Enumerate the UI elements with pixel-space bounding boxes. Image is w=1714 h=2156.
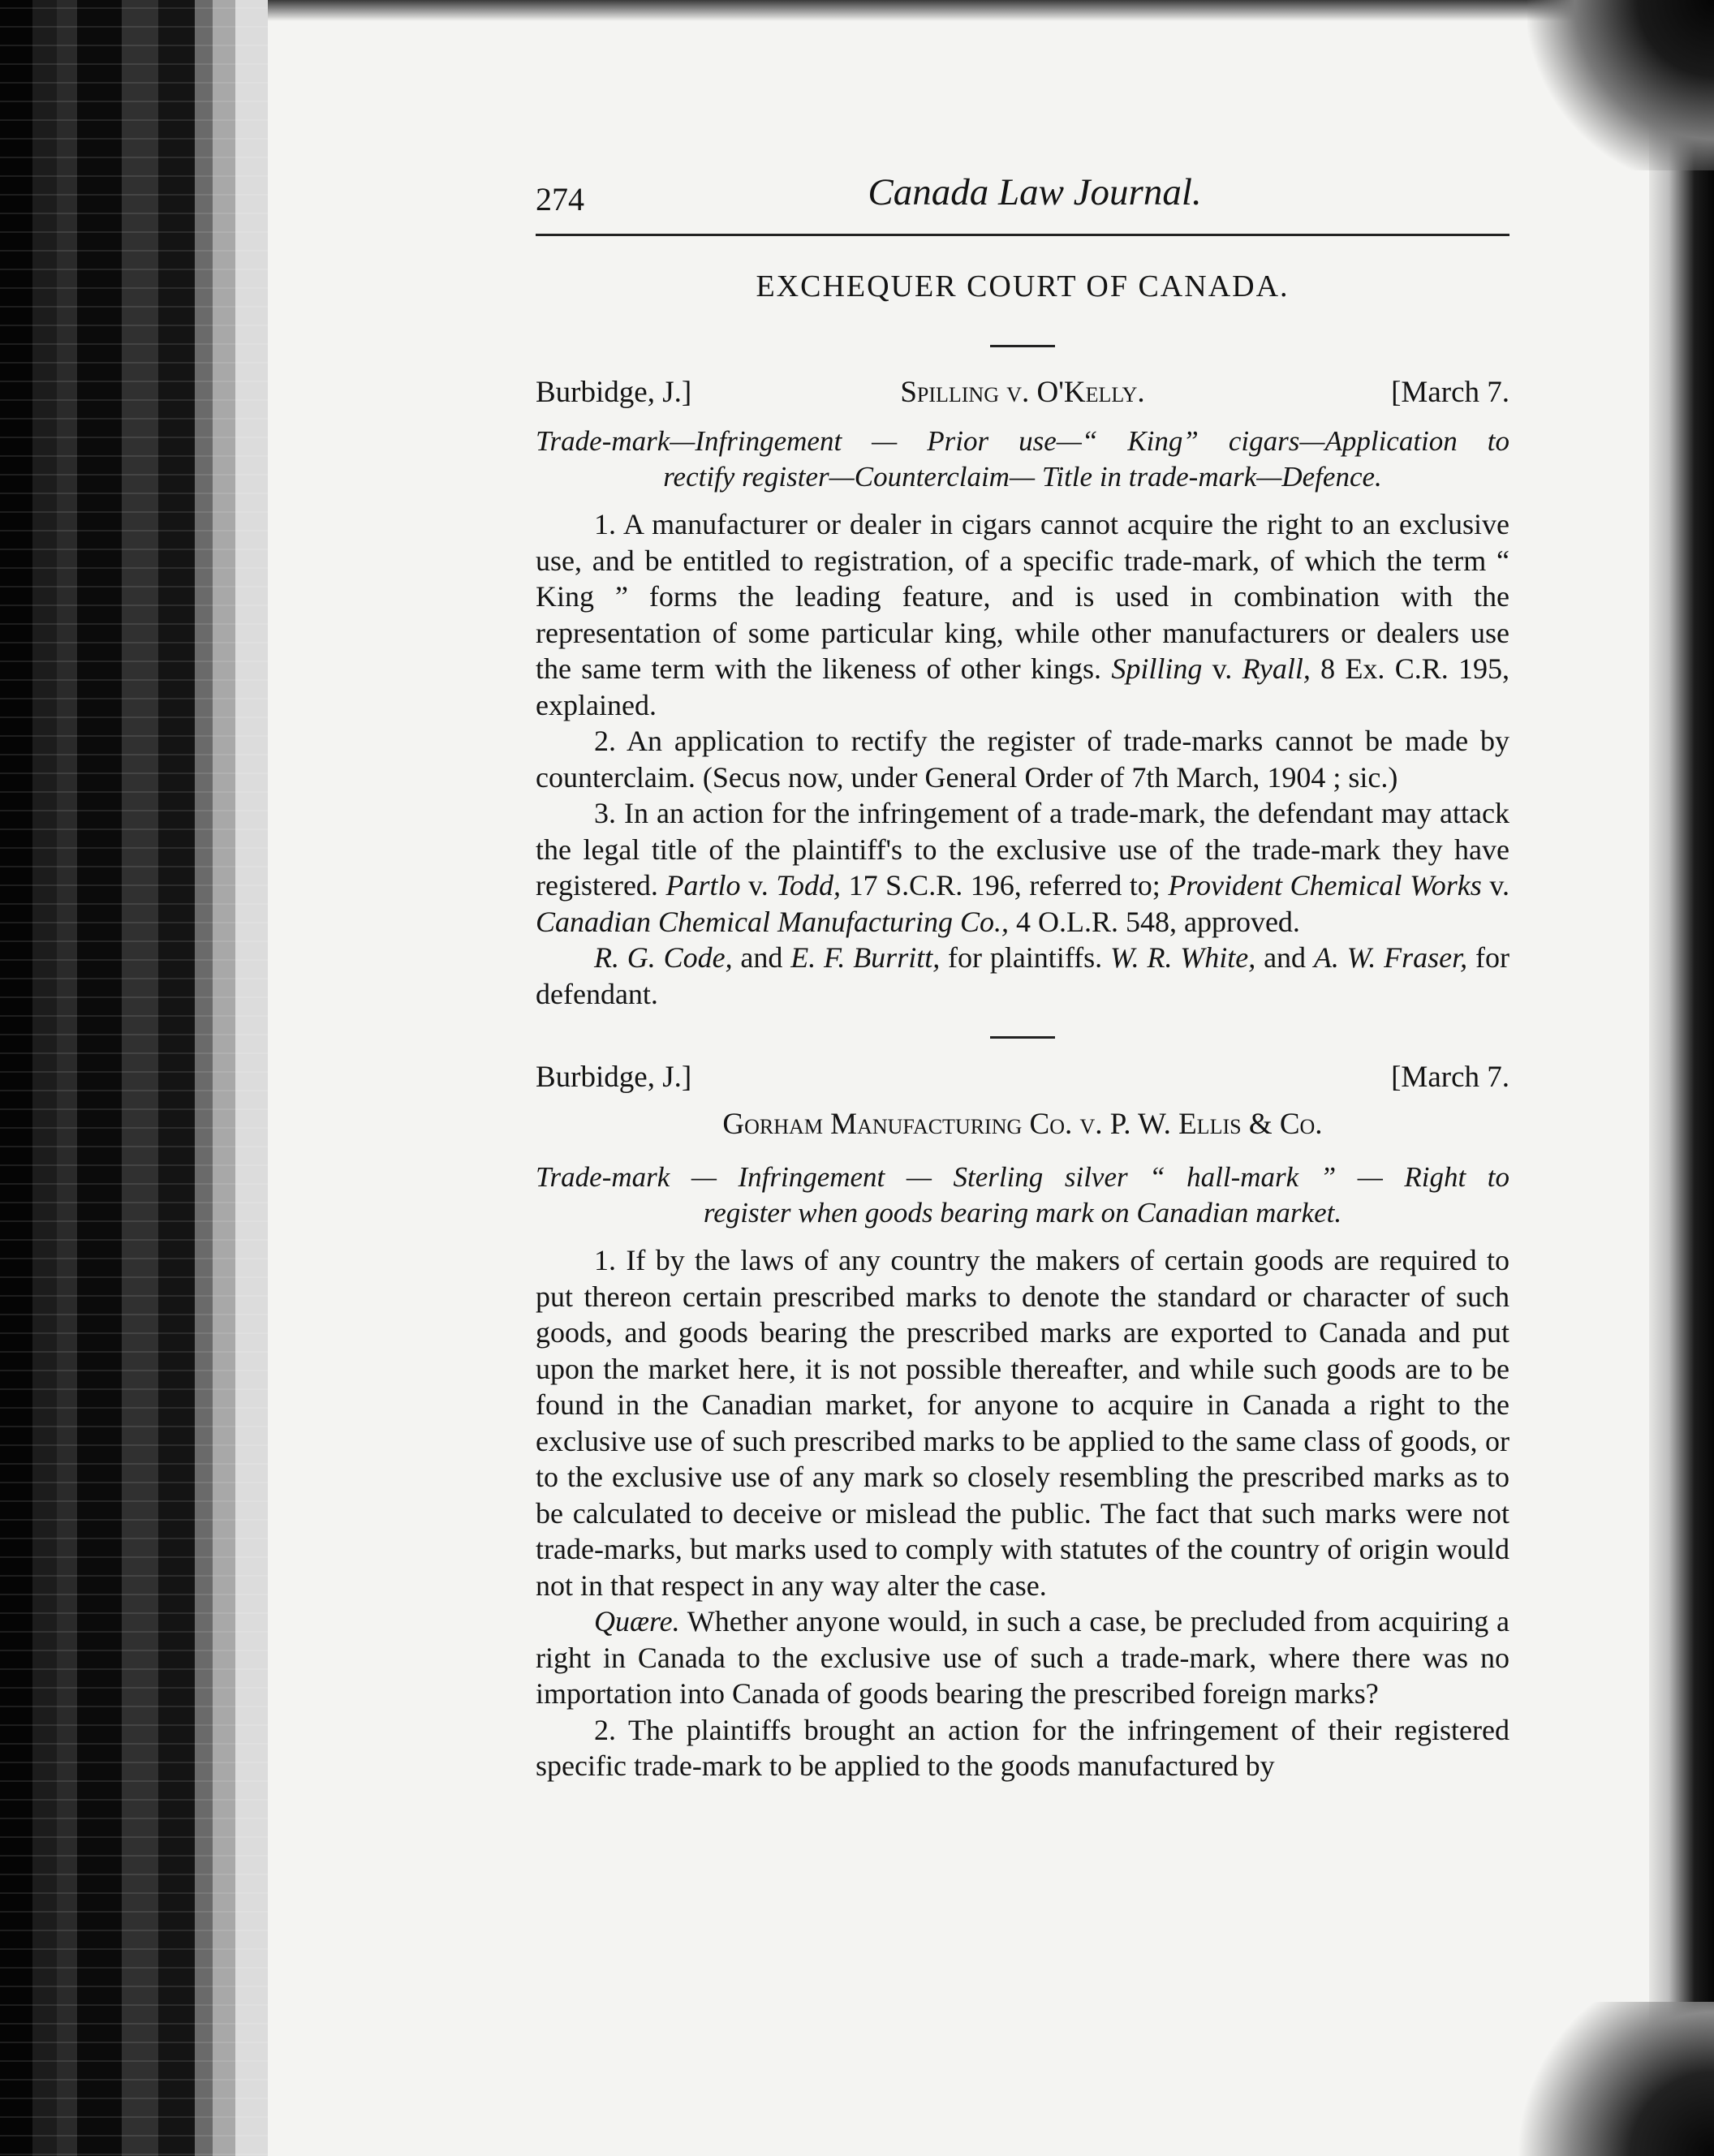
header-rule	[536, 234, 1509, 236]
case1-paragraph-2: 2. An application to rectify the register of trade-marks cannot be made by counterclaim. (Secus now, under General Order of 7th March, 1904 ; sic.)	[536, 725, 1509, 794]
scan-right-edge	[1649, 0, 1714, 2156]
case2-name: Gorham Manufacturing Co. v. P. W. Ellis & Co.	[722, 1108, 1323, 1141]
case2-date: [March 7.	[1391, 1061, 1509, 1094]
case1-paragraph-3: 3. In an action for the infringement of a trade-mark, the defendant may attack the legal title of the plaintiff's to the exclusive use of the trade-mark they have registered. Partlo v. Todd, 17 S.C.R. 196, referred to; Provident Chemical Works v. Canadian Chemical Manufacturing Co., 4 O.L.R. 548, approved.	[536, 797, 1509, 938]
case2-headnote	[536, 1160, 1509, 1231]
case1-heading	[536, 375, 1509, 417]
journal-page	[536, 170, 1509, 1784]
scan-top-edge	[268, 0, 1714, 21]
case2-heading	[536, 1060, 1509, 1102]
case1-judge: Burbidge, J.]	[536, 376, 692, 409]
case1-headnote	[536, 424, 1509, 495]
case-divider	[990, 1036, 1055, 1039]
case2-body	[536, 1242, 1509, 1784]
case1-name: Spilling v. O'Kelly.	[900, 376, 1145, 409]
case1-paragraph-1: 1. A manufacturer or dealer in cigars cannot acquire the right to an exclusive use, and be entitled to registration, of a specific trade-mark, of which the term “ King ” forms the leading feature, and is used in combination with the representation of some particular king, while other manufacturers or dealers use the same term with the likeness of other kings. Spilling v. Ryall, 8 Ex. C.R. 195, explained.	[536, 508, 1510, 721]
case1-date: [March 7.	[1391, 376, 1509, 409]
case2-judge: Burbidge, J.]	[536, 1061, 692, 1094]
case1-citation: Spilling	[1111, 652, 1203, 685]
section-divider	[990, 345, 1055, 347]
scan-left-edge	[0, 0, 268, 2156]
case2-quaere: Quære. Whether anyone would, in such a case, be precluded from acquiring a right in Canada to the exclusive use of such a trade-mark, where there was no importation into Canada of goods bearing the prescribed foreign marks?	[536, 1605, 1509, 1710]
scan-corner-bottom-right	[1503, 2002, 1714, 2156]
running-header	[536, 170, 1509, 234]
journal-title: Canada Law Journal.	[868, 171, 1202, 213]
case1-body	[536, 506, 1509, 1012]
case2-paragraph-1: 1. If by the laws of any country the makers of certain goods are required to put thereon certain prescribed marks to denote the standard or character of such goods, and goods bearing the prescribed marks are exported to Canada and put upon the market here, it is not possible thereafter, and while such goods are to be found in the Canadian market, for anyone to acquire in Canada a right to the exclusive use of such prescribed marks to be applied to the same class of goods, or to the exclusive use of any mark so closely resembling the prescribed marks as to be calculated to deceive or mislead the public. The fact that such marks were not trade-marks, but marks used to comply with statutes of the country of origin would not in that respect in any way alter the case.	[536, 1244, 1509, 1602]
court-title: EXCHEQUER COURT OF CANADA.	[756, 269, 1290, 303]
case1-headnote-line1: Trade-mark—Infringement — Prior use—“ King” cigars—Application to	[536, 425, 1509, 457]
case2-headnote-line1: Trade-mark — Infringement — Sterling silver “ hall-mark ” — Right to	[536, 1161, 1509, 1193]
scan-corner-top-right	[1527, 0, 1714, 170]
case1-headnote-line2: rectify register—Counterclaim— Title in trade-mark—Defence.	[663, 461, 1382, 493]
case1-counsel: R. G. Code, and E. F. Burritt, for plaintiffs. W. R. White, and A. W. Fraser, for defendant.	[536, 941, 1509, 1010]
case2-headnote-line2: register when goods bearing mark on Canadian market.	[703, 1197, 1342, 1229]
page-number: 274	[536, 181, 584, 217]
case2-paragraph-2: 2. The plaintiffs brought an action for the infringement of their registered specific trade-mark to be applied to the goods manufactured by	[536, 1713, 1509, 1782]
